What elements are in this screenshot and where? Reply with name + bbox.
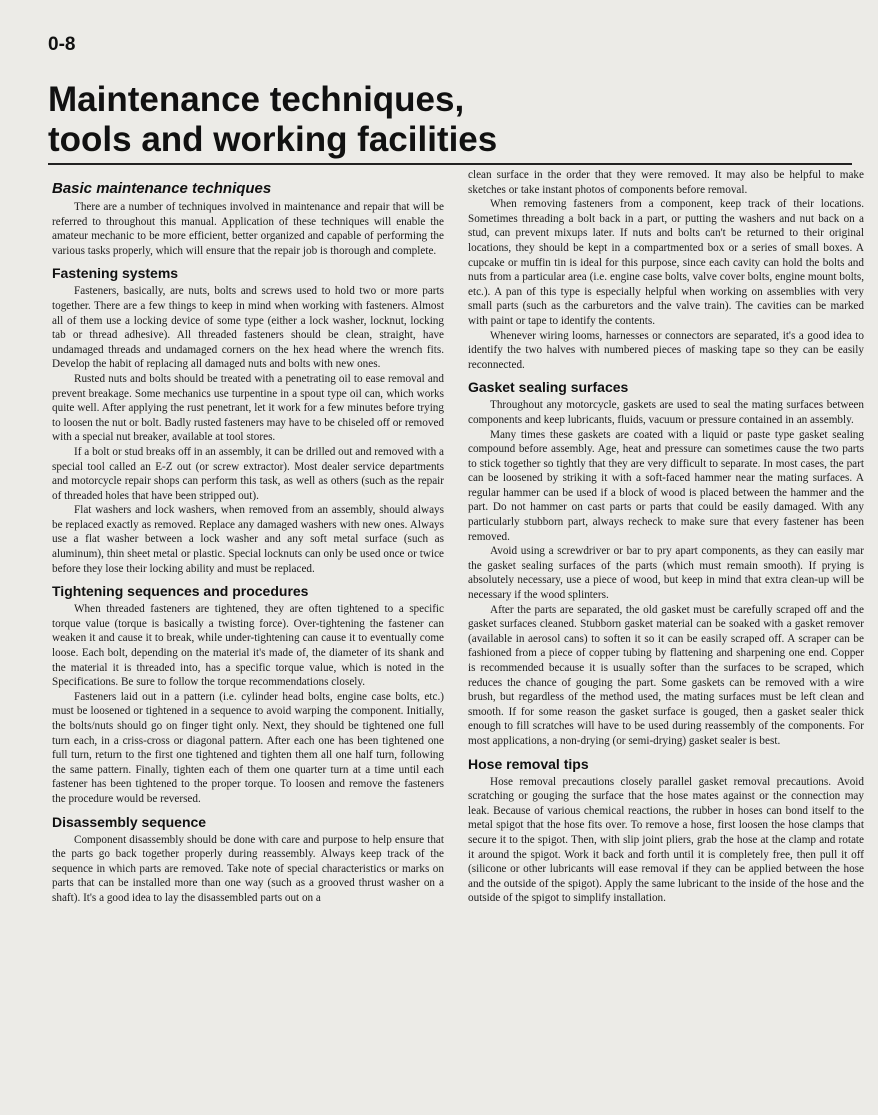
paragraph: Many times these gaskets are coated with a liquid or paste type gasket sealing compound before assembly. Age, heat and pressure can sometimes cause the two parts to stick together so tightly that they are very difficult to separate. In most cases, the part can be loosened by striking it with a soft-faced hammer near the mating surfaces. A regular hammer can be used if a block of wood is placed between the hammer and the part. Do not hammer on cast parts or parts that could be easily damaged. With any particularly stubborn part, always recheck to make sure that every fastener has been removed. [468,428,864,543]
paragraph: After the parts are separated, the old gasket must be carefully scraped off and the gasket surfaces cleaned. Stubborn gasket material can be soaked with a gasket remover (available in aerosol cans) to soften it so it can be easily scraped off. A scraper can be fashioned from a piece of copper tubing by flattening and sharpening one end. Copper is recommended because it is usually softer than the surfaces to be scraped, which reduces the chance of gouging the part. Some gaskets can be removed with a wire brush, but regardless of the method used, the mating surfaces must be left clean and smooth. If for some reason the gasket surface is gouged, then a gasket sealer thick enough to fill scratches will have to be used during reassembly of the components. For most applications, a non-drying (or semi-drying) gasket sealer is best. [468,603,864,747]
paragraph: Avoid using a screwdriver or bar to pry apart components, as they can easily mar the gasket sealing surfaces of the parts (which must remain smooth). If prying is absolutely necessary, use a piece of wood, but keep in mind that extra clean-up will be necessary if the wood splinters. [468,545,864,602]
paragraph: Throughout any motorcycle, gaskets are used to seal the mating surfaces between components and keep lubricants, fluids, vacuum or pressure contained in an assembly. [468,399,864,426]
paragraph: When removing fasteners from a component, keep track of their locations. Sometimes threading a bolt back in a part, or putting the washers and nut back on a stud, can prevent mixups later. If nuts and bolts can't be returned to their original locations, they should be kept in a compartmented box or a series of small boxes. A cupcake or muffin tin is ideal for this purpose, since each cavity can hold the bolts and nuts from a particular area (i.e. engine case bolts, valve cover bolts, engine mount bolts, etc.). A pan of this type is especially helpful when working on assemblies with very small parts (such as the carburetors and the valve train). The cavities can be marked with paint or tape to identify the contents. [468,198,864,327]
paragraph: Fasteners, basically, are nuts, bolts and screws used to hold two or more parts together. There are a few things to keep in mind when working with fasteners. Almost all of them use a locking device of some type (either a lock washer, locknut, locking tab or thread adhesive). All threaded fasteners should be clean, straight, have undamaged threads and undamaged corners on the hex head where the wrench fits. Develop the habit of replacing all damaged nuts and bolts with new ones. [52,285,444,371]
heading-basic-maintenance: Basic maintenance techniques [52,180,272,197]
paragraph: Fasteners laid out in a pattern (i.e. cylinder head bolts, engine case bolts, etc.) must be loosened or tightened in a sequence to avoid warping the component. Initially, the bolts/nuts should go on finger tight only. Next, they should be tightened one full turn each, in a criss-cross or diagonal pattern. After each one has been tightened one full turn, return to the first one tightened and tighten them all one half turn, following the same pattern. Finally, tighten each of them one quarter turn at a time until each fastener has been tightened to the proper torque. To loosen and remove the fasteners the procedure would be reversed. [52,690,444,805]
paragraph: If a bolt or stud breaks off in an assembly, it can be drilled out and removed with a special tool called an E-Z out (or screw extractor). Most dealer service departments and motorcycle repair shops can perform this task, as well as others (such as the repair of threaded holes that have been stripped out). [52,445,444,502]
left-column [52,180,444,906]
paragraph-continued: clean surface in the order that they were removed. It may also be helpful to make sketches or take instant photos of components before removal. [468,169,864,196]
heading-disassembly-sequence: Disassembly sequence [52,813,207,830]
title-line-1: Maintenance techniques, [48,80,465,119]
heading-hose-removal: Hose removal tips [468,755,589,772]
heading-tightening-sequences: Tightening sequences and procedures [52,583,309,600]
paragraph: Flat washers and lock washers, when removed from an assembly, should always be replaced exactly as removed. Replace any damaged washers with new ones. Always use a flat washer between a lock washer and any soft metal surface (such as aluminum), thin sheet metal or plastic. Special locknuts can only be used once or twice before they lose their locking ability and must be replaced. [52,504,444,575]
page-title [48,80,848,160]
paragraph: Whenever wiring looms, harnesses or connectors are separated, it's a good idea to identify the two halves with numbered pieces of masking tape so they can be easily reconnected. [468,329,864,371]
paragraph: Rusted nuts and bolts should be treated with a penetrating oil to ease removal and prevent breakage. Some mechanics use turpentine in a spout type oil can, which works quite well. After applying the rust penetrant, let it work for a few minutes before trying to loosen the nut or bolt. Badly rusted fasteners may have to be chiseled off or removed with a special nut breaker, available at tool stores. [52,372,444,444]
paragraph: Hose removal precautions closely parallel gasket removal precautions. Avoid scratching or gouging the surface that the hose mates against or the connection may leak. Because of various chemical reactions, the rubber in hoses can bond itself to the metal spigot that the hose fits over. To remove a hose, first loosen the hose clamps that secure it to the spigot. Then, with slip joint pliers, grab the hose at the clamp and rotate it around the spigot. Work it back and forth until it is completely free, then pull it off (silicone or other lubricants will ease removal if they can be applied between the hose and the outside of the spigot). Apply the same lubricant to the inside of the hose and the outside of the spigot to simplify installation. [468,775,864,905]
title-line-2: tools and working facilities [48,120,498,159]
paragraph: Component disassembly should be done with care and purpose to help ensure that the parts go back together properly during reassembly. Always keep track of the sequence in which parts are removed. Take note of special characteristics or marks on parts that can be installed more than one way (such as a grooved thrust washer on a shaft). It's a good idea to lay the disassembled parts out on a [52,833,444,904]
right-column [468,168,864,906]
heading-fastening-systems: Fastening systems [52,265,179,282]
paragraph: When threaded fasteners are tightened, they are often tightened to a specific torque value (torque is basically a twisting force). Over-tightening the fastener can weaken it and cause it to break, while under-tightening can cause it to eventually come loose. Each bolt, depending on the material it's made of, the diameter of its shank and the material it is threaded into, has a specific torque value, which is noted in the Specifications. Be sure to follow the torque recommendations closely. [52,603,444,689]
page-number: 0-8 [48,34,76,55]
heading-gasket-sealing: Gasket sealing surfaces [468,379,629,396]
paragraph: There are a number of techniques involved in maintenance and repair that will be referred to throughout this manual. Application of these techniques will enable the amateur mechanic to be more efficient, better organized and capable of performing the various tasks properly, which will ensure that the repair job is thorough and complete. [52,201,444,257]
title-rule [48,163,852,165]
